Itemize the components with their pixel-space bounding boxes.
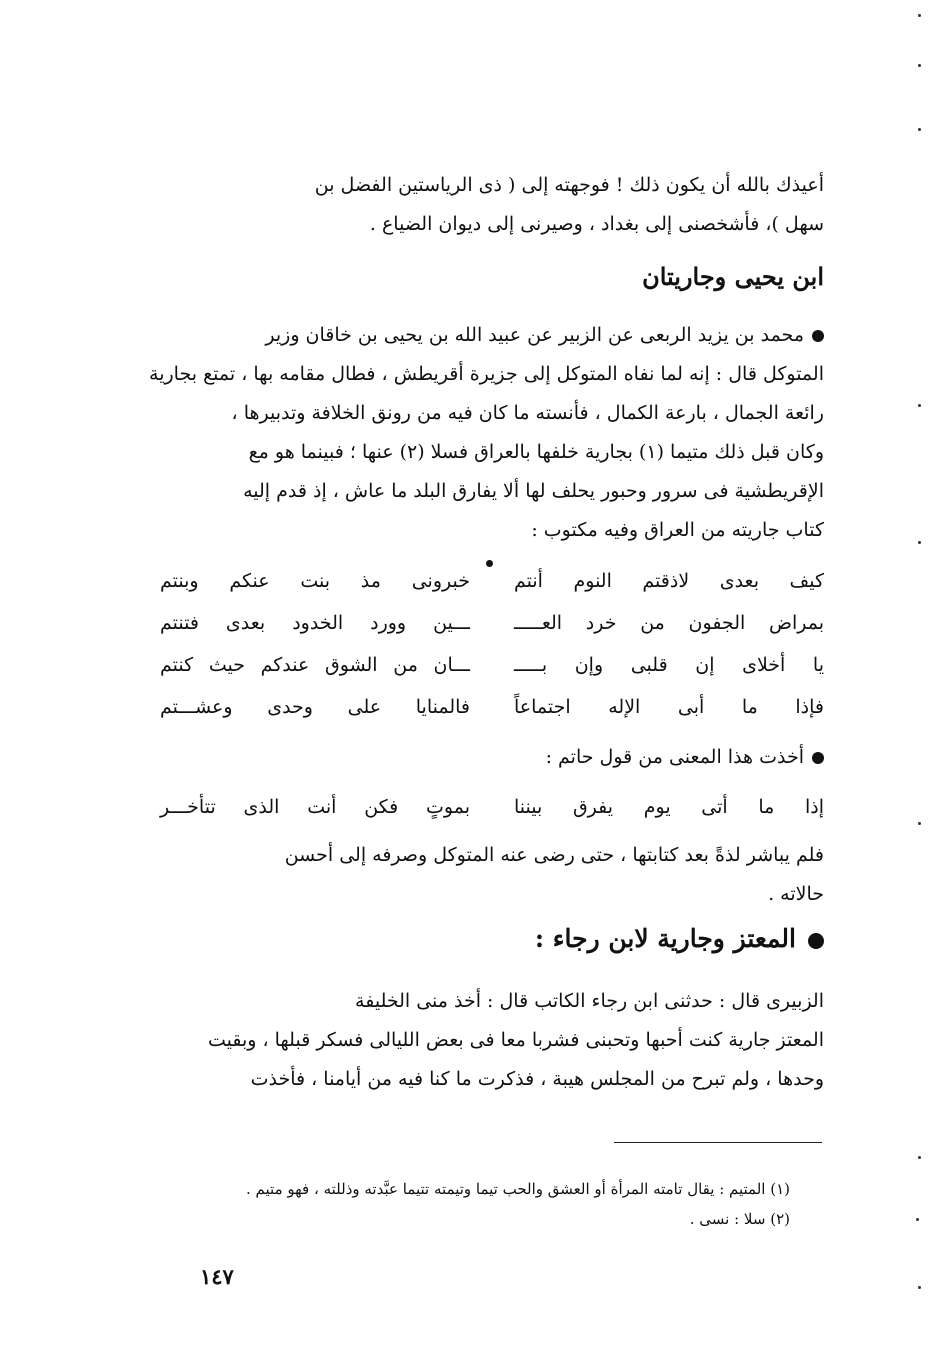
verse-second-hemistich: ـــان من الشوق عندكم حيث كنتم bbox=[160, 654, 470, 676]
quote-intro: أخذت هذا المعنى من قول حاتم : bbox=[160, 738, 824, 777]
poem-verse bbox=[160, 686, 824, 728]
poem bbox=[160, 560, 824, 728]
paragraph-4 bbox=[160, 982, 824, 1099]
scan-speck bbox=[918, 1286, 921, 1289]
verse-first-hemistich: فإذا ما أبى الإله اجتماعاً bbox=[514, 696, 824, 718]
paragraph-1 bbox=[160, 166, 824, 244]
scan-speck bbox=[918, 64, 921, 67]
footnote-divider bbox=[614, 1142, 822, 1143]
verse-first-hemistich: إذا ما أتى يوم يفرق بيننا bbox=[514, 796, 824, 818]
footnote-2: (٢) سلا : نسى . bbox=[689, 1210, 790, 1228]
scan-speck bbox=[916, 1218, 919, 1221]
poem-verse bbox=[160, 602, 824, 644]
section-heading-ibn-yahya: ابن يحيى وجاريتان bbox=[642, 262, 824, 291]
poem-verse bbox=[160, 644, 824, 686]
bullet-icon bbox=[812, 752, 824, 764]
bullet-icon bbox=[808, 933, 824, 949]
scan-speck bbox=[918, 128, 921, 131]
text-line: رائعة الجمال ، بارعة الكمال ، فأنسته ما كان فيه من رونق الخلافة وتدبيرها ، bbox=[231, 402, 824, 424]
text-line: محمد بن يزيد الربعى عن الزبير عن عبيد الله بن يحيى بن خاقان وزير bbox=[160, 316, 824, 355]
text-line: وكان قبل ذلك متيما (١) بجارية خلفها بالعراق فسلا (٢) عنها ؛ فبينما هو مع bbox=[248, 441, 824, 463]
text-line: فلم يباشر لذةً بعد كتابتها ، حتى رضى عنه المتوكل وصرفه إلى أحسن bbox=[284, 844, 824, 866]
scan-speck bbox=[918, 14, 921, 17]
text-line: كتاب جاريته من العراق وفيه مكتوب : bbox=[531, 519, 824, 541]
scan-speck bbox=[918, 822, 921, 825]
text-line: الإقريطشية فى سرور وحبور يحلف لها ألا يفارق البلد ما عاش ، إذ قدم إليه bbox=[243, 480, 824, 502]
footnote-1: (١) المتيم : يقال تامته المرأة أو العشق والحب تيما وتيمته تتيما عبَّدته وذللته ، فهو متيم . bbox=[246, 1180, 790, 1198]
page-number: ١٤٧ bbox=[200, 1264, 234, 1289]
verse-second-hemistich: بموتٍ فكن أنت الذى تتأخـــر bbox=[160, 796, 470, 818]
scan-speck bbox=[918, 1156, 921, 1159]
text-line: أعيذك بالله أن يكون ذلك ! فوجهته إلى ( ذى الرياستين الفضل بن bbox=[314, 174, 824, 196]
scan-speck bbox=[918, 541, 921, 544]
scan-speck bbox=[918, 404, 921, 407]
text-line: حالاته . bbox=[768, 883, 824, 905]
text-line: المعتز جارية كنت أحبها وتحبنى فشربا معا فى بعض الليالى فسكر قبلها ، وبقيت bbox=[207, 1029, 824, 1051]
verse-first-hemistich: كيف بعدى لاذقتم النوم أنتم bbox=[514, 570, 824, 592]
verse-first-hemistich: بمراض الجفون من خرد العـــــ bbox=[514, 612, 824, 634]
paragraph-3 bbox=[160, 836, 824, 914]
text-line: وحدها ، ولم تبرح من المجلس هيبة ، فذكرت ما كنا فيه من أيامنا ، فأخذت bbox=[250, 1068, 824, 1090]
text-line: المتوكل قال : إنه لما نفاه المتوكل إلى جزيرة أقريطش ، فطال مقامه بها ، تمتع بجارية bbox=[149, 363, 824, 385]
hatim-verse bbox=[160, 786, 824, 828]
paragraph-2 bbox=[149, 316, 824, 550]
verse-second-hemistich: خبرونى مذ بنت عنكم وبنتم bbox=[160, 570, 470, 592]
section-heading-al-mutazz: المعتز وجارية لابن رجاء : bbox=[535, 924, 824, 953]
text-line: الزبيرى قال : حدثنى ابن رجاء الكاتب قال : أخذ منى الخليفة bbox=[355, 990, 824, 1012]
text-line: سهل )، فأشخصنى إلى بغداد ، وصيرنى إلى ديوان الضياع . bbox=[369, 213, 824, 235]
poem-verse bbox=[160, 560, 824, 602]
verse-second-hemistich: ـــين وورد الخدود بعدى فتنتم bbox=[160, 612, 470, 634]
verse-second-hemistich: فالمنايا على وحدى وعشـــتم bbox=[160, 696, 470, 718]
verse-first-hemistich: يا أخلاى إن قلبى وإن بـــــ bbox=[514, 654, 824, 676]
bullet-icon bbox=[812, 330, 824, 342]
